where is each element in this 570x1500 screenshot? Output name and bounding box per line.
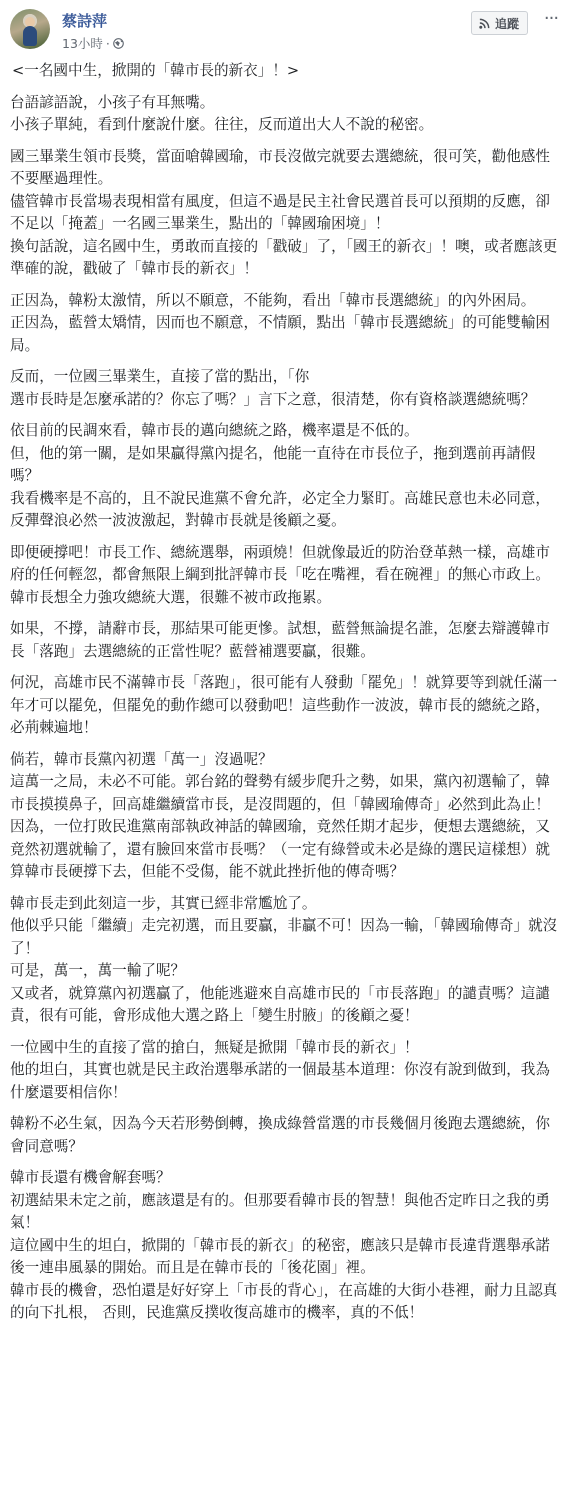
paragraph-line: 依目前的民調來看，韓市長的邁向總統之路，機率還是不低的。 [10,422,419,439]
paragraph-line: 韓市長還有機會解套嗎？ [10,1169,171,1186]
paragraph-line: 儘管韓市長當場表現相當有風度，但這不過是民主社會民選首長可以預期的反應，卻不足以「掩蓋」一名國三畢業生，點出的「韓國瑜困境」！ [10,192,550,232]
post-paragraphs [10,92,562,1325]
paragraph-line: 正因為，韓粉太激情，所以不願意，不能夠，看出「韓市長選總統」的內外困局。 [10,291,536,309]
author-name[interactable]: 蔡詩萍 [62,12,108,30]
post-header [0,0,570,60]
paragraph-line: 選市長時是怎麼承諾的？你忘了嗎？」言下之意，很清楚，你有資格談選總統嗎？ [10,390,536,408]
post-paragraph [10,1037,562,1105]
more-options-icon[interactable]: ··· [543,8,559,29]
paragraph-line: 這位國中生的坦白，掀開的「韓市長的新衣」的秘密，應該只是韓市長違背選舉承諾後一連串風暴的開始。而且是在韓市長的「後花園」裡。 [10,1236,550,1276]
paragraph-line: 他的坦白，其實也就是民主政治選舉承諾的一個最基本道理：你沒有說到做到，我為什麼還要相信你！ [10,1061,550,1101]
paragraph-line: 但，他的第一關，是如果贏得黨內提名，他能一直待在市長位子，拖到選前再請假嗎？ [10,444,536,484]
paragraph-line: 如果，不撐，請辭市長，那結果可能更慘。試想，藍營無論提名誰，怎麼去辯護韓市長「落跑」去選總統的正當性呢？藍營補選要贏，很難。 [10,620,550,660]
follow-rss-icon [478,17,491,30]
post-meta [62,34,124,52]
paragraph-line: 國三畢業生領市長獎，當面嗆韓國瑜，市長沒做完就要去選總統，很可笑，勸他感性不要壓過理性。 [10,147,550,187]
paragraph-line: 又或者，就算黨內初選贏了，他能逃避來自高雄市民的「市長落跑」的譴責嗎？這譴責，很有可能，會形成他大選之路上「變生肘腋」的後顧之憂！ [10,984,550,1024]
paragraph-line: 可是，萬一，萬一輸了呢？ [10,962,186,979]
post-paragraph [10,1167,562,1325]
post-paragraph [10,420,562,533]
post-title: <一名國中生，掀開的「韓市長的新衣」！> [12,62,300,79]
paragraph-line: 小孩子單純，看到什麼說什麼。往往，反而道出大人不說的秘密。 [10,116,434,133]
post-paragraph [10,542,562,610]
post-paragraph [10,1113,562,1158]
paragraph-line: 這萬一之局，未必不可能。郭台銘的聲勢有緩步爬升之勢，如果，黨內初選輸了，韓市長摸摸鼻子，回高雄繼續當市長，是沒問題的，但「韓國瑜傳奇」必然到此為止！因為，一位打敗民進黨南部執政神話的韓國瑜，竟然任期才起步，便想去選總統，又竟然初選就輸了，還有臉回來當市長嗎？（一定有綠營或未必是綠的選民這樣想）就算韓市長硬撐下去，但能不受傷，能不就此挫折他的傳奇嗎？ [10,773,550,880]
post-time[interactable]: 13小時 [62,36,103,51]
paragraph-line: 何況，高雄市民不滿韓市長「落跑」，很可能有人發動「罷免」！就算要等到就任滿一年才可以罷免，但罷免的動作總可以發動吧！這些動作一波波，韓市長的總統之路，必荊棘遍地！ [10,674,558,736]
paragraph-line: 初選結果未定之前，應該還是有的。但那要看韓市長的智慧！與他否定昨日之我的勇氣！ [10,1191,550,1231]
post-paragraph [10,749,562,884]
meta-separator: · [105,35,110,51]
globe-icon[interactable] [113,38,124,49]
paragraph-line: 即便硬撐吧！市長工作、總統選舉，兩頭燒！但就像最近的防治登革熱一樣，高雄市府的任何輕忽，都會無限上綱到批評韓市長「吃在嘴裡，看在碗裡」的無心市政上。韓市長想全力強攻總統大選，很難不被市政拖累。 [10,543,550,606]
post-paragraph [10,672,562,740]
follow-button[interactable] [471,11,528,35]
post-paragraph [10,366,562,411]
avatar-figure [23,26,37,46]
paragraph-line: 倘若，韓市長黨內初選「萬一」沒過呢？ [10,750,273,768]
paragraph-line: 韓市長走到此刻這一步，其實已經非常尷尬了。 [10,894,317,912]
paragraph-line: 反而，一位國三畢業生，直接了當的點出，「你 [10,368,310,385]
author-avatar[interactable] [10,9,50,49]
follow-label: 追蹤 [495,16,520,31]
post-paragraph [10,290,562,358]
paragraph-line: 韓市長的機會，恐怕還是好好穿上「市長的背心」，在高雄的大街小巷裡，耐力且認真的向下扎根， 否則，民進黨反撲收復高雄市的機率，真的不低！ [10,1281,558,1321]
paragraph-line: 我看機率是不高的，且不說民進黨不會允許，必定全力緊盯。高雄民意也未必同意，反彈聲浪必然一波波激起，對韓市長就是後顧之憂。 [10,489,550,529]
paragraph-line: 正因為，藍營太矯情，因而也不願意，不情願，點出「韓市長選總統」的可能雙輸困局。 [10,314,550,354]
paragraph-line: 一位國中生的直接了當的搶白，無疑是掀開「韓市長的新衣」！ [10,1038,419,1056]
paragraph-line: 他似乎只能「繼續」走完初選，而且要贏，非贏不可！因為一輸，「韓國瑜傳奇」就沒了！ [10,917,558,957]
paragraph-line: 換句話說，這名國中生，勇敢而直接的「戳破」了，「國王的新衣」！噢，或者應該更準確的說，戳破了「韓市長的新衣」！ [10,237,558,277]
post-paragraph [10,893,562,1028]
post-paragraph [10,146,562,281]
post-content [10,60,562,1334]
post-paragraph [10,92,562,137]
paragraph-line: 台語諺語說，小孩子有耳無嘴。 [10,93,215,111]
post-paragraph [10,618,562,663]
paragraph-line: 韓粉不必生氣，因為今天若形勢倒轉，換成綠營當選的市長幾個月後跑去選總統，你會同意嗎？ [10,1115,550,1155]
